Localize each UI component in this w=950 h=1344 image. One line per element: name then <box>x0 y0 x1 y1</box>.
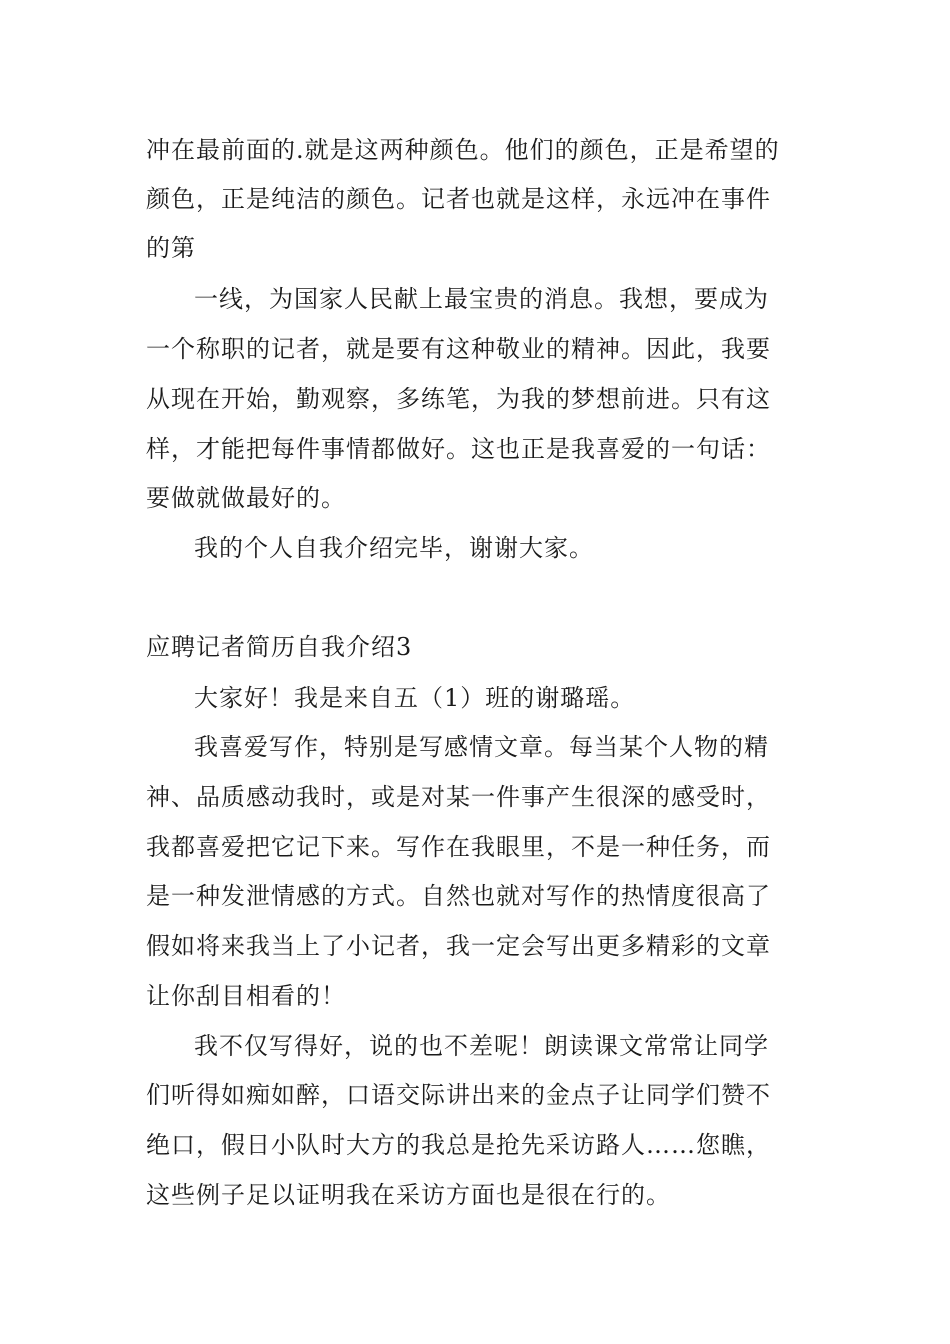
text-line: 假如将来我当上了小记者，我一定会写出更多精彩的文章 <box>146 932 771 960</box>
text-line: 绝口，假日小队时大方的我总是抢先采访路人……您瞧， <box>146 1131 771 1159</box>
text-line: 的第 <box>146 234 196 262</box>
text-line: 大家好！我是来自五（1）班的谢璐瑶。 <box>194 684 636 712</box>
text-line: 冲在最前面的.就是这两种颜色。他们的颜色，正是希望的 <box>146 136 780 164</box>
text-line: 颜色，正是纯洁的颜色。记者也就是这样，永远冲在事件 <box>146 185 771 213</box>
text-line: 要做就做最好的。 <box>146 484 346 512</box>
text-line: 从现在开始，勤观察，多练笔，为我的梦想前进。只有这 <box>146 385 771 413</box>
text-line: 这些例子足以证明我在采访方面也是很在行的。 <box>146 1181 671 1209</box>
text-line: 让你刮目相看的！ <box>146 982 346 1010</box>
text-line: 我的个人自我介绍完毕，谢谢大家。 <box>194 534 594 562</box>
text-line: 我都喜爱把它记下来。写作在我眼里，不是一种任务，而 <box>146 833 771 861</box>
text-line: 神、品质感动我时，或是对某一件事产生很深的感受时， <box>146 783 771 811</box>
text-line: 一个称职的记者，就是要有这种敬业的精神。因此，我要 <box>146 335 771 363</box>
section-title: 应聘记者简历自我介绍3 <box>146 633 413 661</box>
text-line: 们听得如痴如醉，口语交际讲出来的金点子让同学们赞不 <box>146 1081 771 1109</box>
text-line: 我喜爱写作，特别是写感情文章。每当某个人物的精 <box>194 733 769 761</box>
text-line: 一线，为国家人民献上最宝贵的消息。我想，要成为 <box>194 285 769 313</box>
text-line: 是一种发泄情感的方式。自然也就对写作的热情度很高了 <box>146 882 771 910</box>
text-line: 我不仅写得好，说的也不差呢！朗读课文常常让同学 <box>194 1032 769 1060</box>
text-line: 样，才能把每件事情都做好。这也正是我喜爱的一句话： <box>146 435 771 463</box>
